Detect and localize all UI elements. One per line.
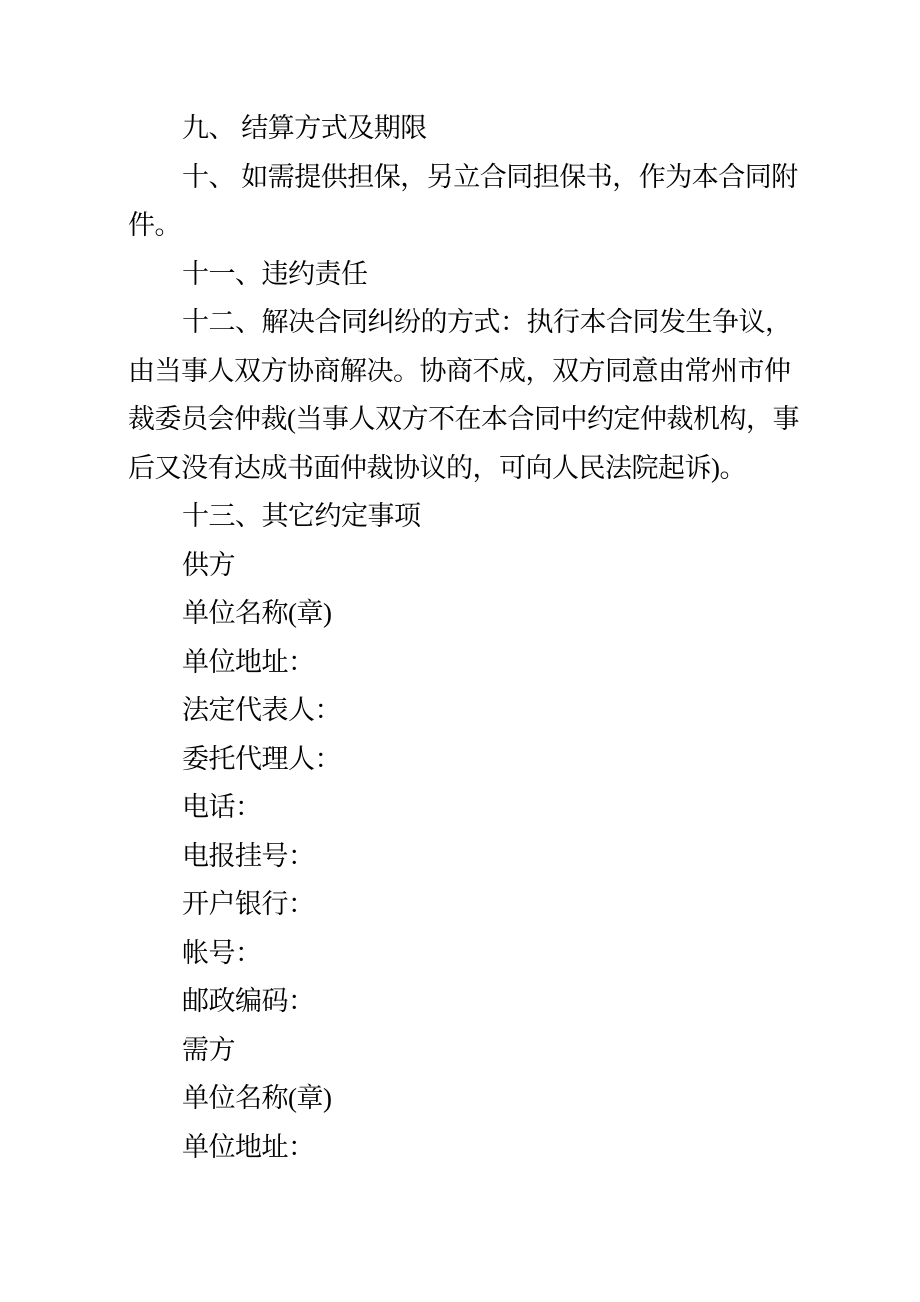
document-line: 需方 [182, 1034, 235, 1065]
document-line: 单位名称(章) [182, 598, 332, 628]
document-line: 邮政编码： [182, 986, 315, 1016]
document-line: 十一、违约责任 [182, 258, 368, 289]
document-line: 电话： [182, 792, 262, 822]
document-line: 单位地址： [182, 646, 315, 677]
document-line: 法定代表人： [182, 695, 341, 725]
document-line: 十三、其它约定事项 [182, 501, 421, 531]
document-line: 十二、解决合同纠纷的方式：执行本合同发生争议， [182, 307, 792, 337]
document-line: 十、 如需提供担保，另立合同担保书，作为本合同附 [182, 161, 798, 192]
document-line: 由当事人双方协商解决。协商不成，双方同意由常州市仲 [128, 355, 791, 386]
text-block [128, 104, 799, 1171]
document-line: 委托代理人： [182, 743, 341, 774]
document-line: 件。 [128, 210, 181, 240]
document-line: 帐号： [182, 937, 262, 968]
document-line: 供方 [182, 549, 235, 580]
document-line: 开户银行： [182, 889, 315, 919]
document-line: 电报挂号： [182, 840, 315, 871]
document-line: 单位名称(章) [182, 1083, 332, 1113]
document-line: 单位地址： [182, 1131, 315, 1162]
document-line: 裁委员会仲裁(当事人双方不在本合同中约定仲裁机构，事 [128, 404, 799, 434]
document-line: 后又没有达成书面仲裁协议的，可向人民法院起诉)。 [128, 452, 746, 483]
document-line: 九、 结算方式及期限 [182, 113, 427, 143]
